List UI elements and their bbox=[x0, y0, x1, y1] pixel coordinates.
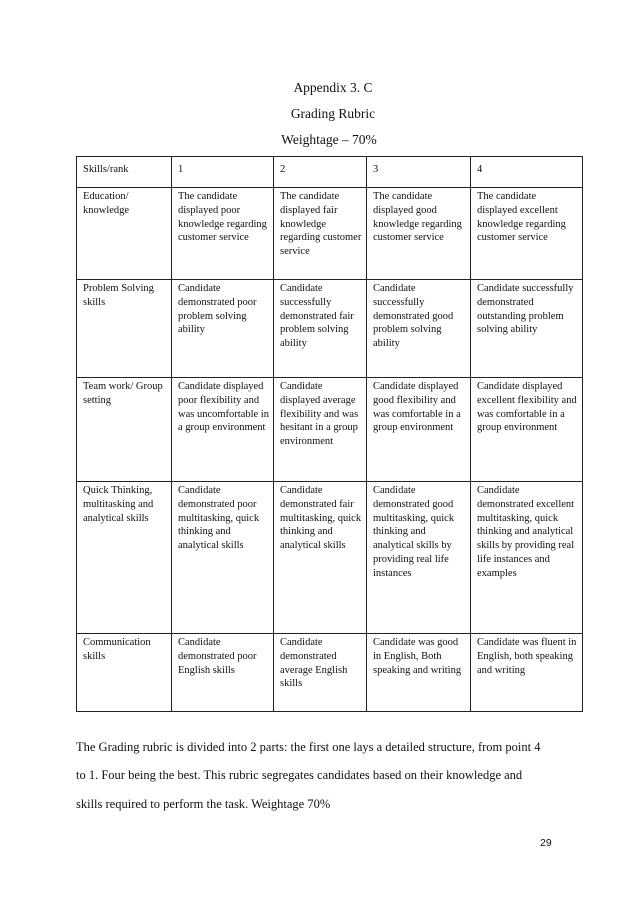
table-header-row bbox=[77, 157, 583, 188]
page-title: Grading Rubric bbox=[290, 106, 376, 121]
column-header: 2 bbox=[274, 157, 367, 188]
grading-rubric-table bbox=[76, 156, 583, 712]
rubric-cell: Candidate successfully demonstrated fair problem solving ability bbox=[274, 280, 367, 378]
body-paragraph-line: The Grading rubric is divided into 2 parts: the first one lays a detailed structure, from point 4 bbox=[76, 740, 541, 754]
skill-cell: Problem Solving skills bbox=[77, 280, 172, 378]
rubric-cell: Candidate was good in English, Both speaking and writing bbox=[367, 634, 471, 712]
table-row bbox=[77, 378, 583, 482]
rubric-cell: Candidate demonstrated fair multitasking, quick thinking and analytical skills bbox=[274, 482, 367, 634]
table-row bbox=[77, 280, 583, 378]
rubric-cell: The candidate displayed excellent knowledge regarding customer service bbox=[471, 188, 583, 280]
skill-cell: Communication skills bbox=[77, 634, 172, 712]
table-row bbox=[77, 634, 583, 712]
weightage-label: Weightage – 70% bbox=[281, 132, 377, 147]
rubric-cell: Candidate displayed good flexibility and was comfortable in a group environment bbox=[367, 378, 471, 482]
rubric-cell: Candidate displayed average flexibility and was hesitant in a group environment bbox=[274, 378, 367, 482]
skill-cell: Quick Thinking, multitasking and analytical skills bbox=[77, 482, 172, 634]
column-header: 3 bbox=[367, 157, 471, 188]
table-row bbox=[77, 482, 583, 634]
rubric-cell: Candidate demonstrated excellent multitasking, quick thinking and analytical skills by providing real life instances and examples bbox=[471, 482, 583, 634]
column-header: Skills/rank bbox=[77, 157, 172, 188]
table-row bbox=[77, 188, 583, 280]
rubric-cell: Candidate demonstrated average English skills bbox=[274, 634, 367, 712]
body-paragraph-line: skills required to perform the task. Weightage 70% bbox=[76, 797, 331, 811]
rubric-cell: The candidate displayed fair knowledge regarding customer service bbox=[274, 188, 367, 280]
skill-cell: Team work/ Group setting bbox=[77, 378, 172, 482]
body-paragraph-line: to 1. Four being the best. This rubric segregates candidates based on their knowledge and bbox=[76, 768, 523, 782]
appendix-label: Appendix 3. C bbox=[293, 80, 373, 95]
rubric-cell: The candidate displayed good knowledge regarding customer service bbox=[367, 188, 471, 280]
rubric-cell: Candidate demonstrated poor multitasking, quick thinking and analytical skills bbox=[172, 482, 274, 634]
column-header: 4 bbox=[471, 157, 583, 188]
rubric-cell: The candidate displayed poor knowledge regarding customer service bbox=[172, 188, 274, 280]
rubric-cell: Candidate demonstrated poor English skills bbox=[172, 634, 274, 712]
rubric-cell: Candidate displayed poor flexibility and was uncomfortable in a group environment bbox=[172, 378, 274, 482]
rubric-cell: Candidate was fluent in English, both speaking and writing bbox=[471, 634, 583, 712]
rubric-cell: Candidate successfully demonstrated good problem solving ability bbox=[367, 280, 471, 378]
page-number: 29 bbox=[540, 837, 552, 849]
rubric-cell: Candidate successfully demonstrated outstanding problem solving ability bbox=[471, 280, 583, 378]
column-header: 1 bbox=[172, 157, 274, 188]
rubric-cell: Candidate demonstrated poor problem solving ability bbox=[172, 280, 274, 378]
rubric-cell: Candidate displayed excellent flexibility and was comfortable in a group environment bbox=[471, 378, 583, 482]
rubric-cell: Candidate demonstrated good multitasking, quick thinking and analytical skills by providing real life instances bbox=[367, 482, 471, 634]
skill-cell: Education/ knowledge bbox=[77, 188, 172, 280]
